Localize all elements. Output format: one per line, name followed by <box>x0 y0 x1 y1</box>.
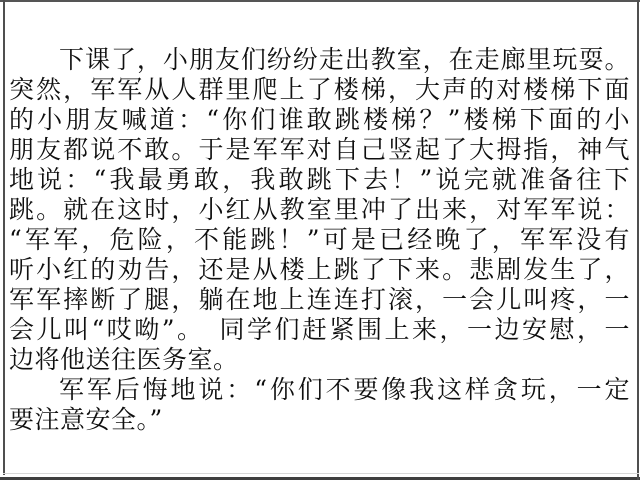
text-line: 朋友都说不敢。于是军军对自己竖起了大拇指，神气 <box>9 135 630 164</box>
slide-border-right <box>637 0 639 480</box>
text-line: 要注意安全。” <box>9 405 163 434</box>
text-line: “军军，危险，不能跳！”可是已经晚了，军军没有 <box>9 225 630 254</box>
text-line: 军军摔断了腿，躺在地上连连打滚，一会儿叫疼，一 <box>9 285 630 314</box>
slide-border-faint-line <box>3 473 639 474</box>
text-line: 边将他送往医务室。 <box>9 345 239 374</box>
story-text-block <box>9 45 630 435</box>
text-line: 跳。就在这时，小红从教室里冲了出来，对军军说： <box>9 195 630 224</box>
text-line: 下课了，小朋友们纷纷走出教室，在走廊里玩耍。 <box>59 45 630 74</box>
text-line: 军军后悔地说：“你们不要像我这样贪玩，一定 <box>59 375 630 404</box>
text-line: 突然，军军从人群里爬上了楼梯，大声的对楼梯下面 <box>9 75 630 104</box>
text-line: 听小红的劝告，还是从楼上跳了下来。悲剧发生了， <box>9 255 630 284</box>
slide-border-top <box>0 0 640 2</box>
slide-border-left <box>3 0 5 475</box>
text-line: 地说：“我最勇敢，我敢跳下去！”说完就准备往下 <box>9 165 630 194</box>
text-line: 会儿叫“哎呦”。 同学们赶紧围上来，一边安慰，一 <box>9 315 630 344</box>
text-line: 的小朋友喊道：“你们谁敢跳楼梯？”楼梯下面的小 <box>9 105 630 134</box>
